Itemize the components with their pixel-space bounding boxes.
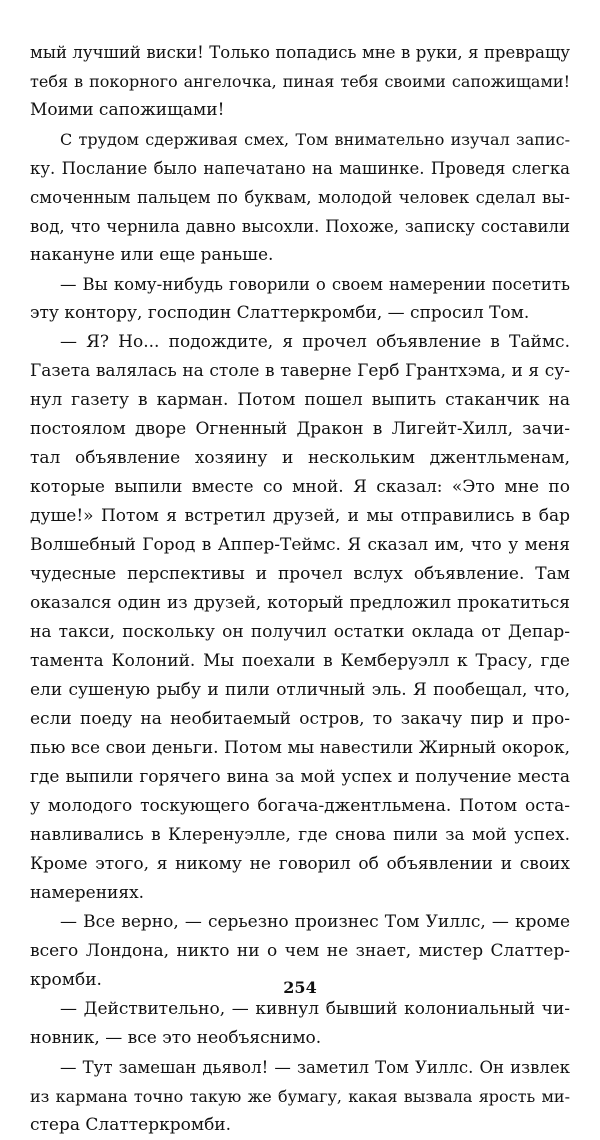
text-line-content: тамента Колоний. Мы поехали в Кемберуэлл к Трасу, где [30,651,570,671]
text-line-content: навливались в Клеренуэлле, где снова пили за мой успех. [30,825,570,845]
text-line-content: где выпили горячего вина за мой успех и получение места [30,767,570,787]
text-line [30,473,570,502]
text-line [30,647,570,676]
text-line-content: — Все верно, — серьезно произнес Том Уиллс, — кроме [60,912,570,932]
text-line [30,1053,570,1082]
text-line-content: чудесные перспективы и прочел вслух объявление. Там [30,564,570,584]
text-line-content: ку. Послание было напечатано на машинке. Проведя слегка [30,159,570,178]
text-line-content: нул газету в карман. Потом пошел выпить стаканчик на [30,390,570,410]
text-line [30,792,570,821]
text-line [30,821,570,850]
page-number: 254 [283,978,317,997]
text-line-content: — Я? Но... подождите, я прочел объявление в Таймс. [60,332,570,352]
text-line [30,386,570,415]
text-line [30,734,570,763]
text-line [30,850,570,879]
text-line [30,1111,570,1140]
text-line [30,618,570,647]
text-line [30,154,570,183]
text-line-content: мый лучший виски! Только попадись мне в руки, я превращу [30,43,570,62]
text-line [30,270,570,299]
text-line-content: Волшебный Город в Аппер-Теймс. Я сказал им, что у меня [30,535,570,555]
text-line [30,676,570,705]
text-line-content: вод, что чернила давно высохли. Похоже, записку составили [30,217,570,236]
text-line [30,502,570,531]
text-line [30,531,570,560]
text-line-content: на такси, поскольку он получил остатки оклада от Депар- [30,622,570,642]
text-line-content: которые выпили вместе со мной. Я сказал: «Это мне по [30,477,570,497]
text-line-content: Моими сапожищами! [30,100,225,120]
text-line [30,241,570,270]
text-line-content: у молодого тоскующего богача-джентльмена. Потом оста- [30,796,570,816]
text-line [30,67,570,96]
text-line-content: смоченным пальцем по буквам, молодой человек сделал вы- [30,188,570,207]
text-line-content: оказался один из друзей, который предложил прокатиться [30,593,570,613]
text-line [30,357,570,386]
text-line-content: накануне или еще раньше. [30,245,274,265]
text-line [30,1024,570,1053]
text-line-content: кромби. [30,970,102,990]
text-line [30,763,570,792]
text-line [30,212,570,241]
text-line [30,125,570,154]
text-line [30,328,570,357]
text-line-content: душе!» Потом я встретил друзей, и мы отправились в бар [30,506,570,526]
text-line-content: пью все свои деньги. Потом мы навестили Жирный окорок, [30,738,570,758]
text-line-content: С трудом сдерживая смех, Том внимательно изучал запис- [60,130,570,149]
text-line [30,183,570,212]
text-line [30,705,570,734]
text-line-content: — Тут замешан дьявол! — заметил Том Уиллс. Он извлек [60,1058,570,1077]
book-page [30,0,570,1135]
text-line [30,38,570,67]
text-line [30,444,570,473]
text-line-content: Кроме этого, я никому не говорил об объявлении и своих [30,854,570,874]
text-line-content: стера Слаттеркромби. [30,1115,232,1135]
text-line-content: из кармана точно такую же бумагу, какая вызвала ярость ми- [30,1087,570,1106]
text-line [30,96,570,125]
text-line [30,995,570,1024]
text-line [30,937,570,966]
text-line [30,589,570,618]
text-line-content: тебя в покорного ангелочка, пиная тебя своими сапожищами! [30,72,570,91]
text-line-content: Газета валялась на столе в таверне Герб Грантхэма, и я су- [30,361,570,381]
text-line [30,908,570,937]
text-line-content: всего Лондона, никто ни о чем не знает, мистер Слаттер- [30,941,570,961]
text-line [30,879,570,908]
text-line-content: постоялом дворе Огненный Дракон в Лигейт-Хилл, зачи- [30,419,570,439]
text-line-content: — Вы кому-нибудь говорили о своем намерении посетить [60,275,570,294]
text-line [30,299,570,328]
text-line [30,560,570,589]
text-line-content: эту контору, господин Слаттеркромби, — спросил Том. [30,303,530,323]
body-text [30,38,570,1140]
text-line-content: — Действительно, — кивнул бывший колониальный чи- [60,999,570,1019]
text-line-content: если поеду на необитаемый остров, то закачу пир и про- [30,709,570,729]
text-line [30,1082,570,1111]
text-line-content: тал объявление хозяину и нескольким джентльменам, [30,448,570,468]
text-line-content: ели сушеную рыбу и пили отличный эль. Я пообещал, что, [30,680,570,700]
text-line-content: новник, — все это необъяснимо. [30,1028,322,1048]
text-line-content: намерениях. [30,883,145,903]
text-line [30,415,570,444]
